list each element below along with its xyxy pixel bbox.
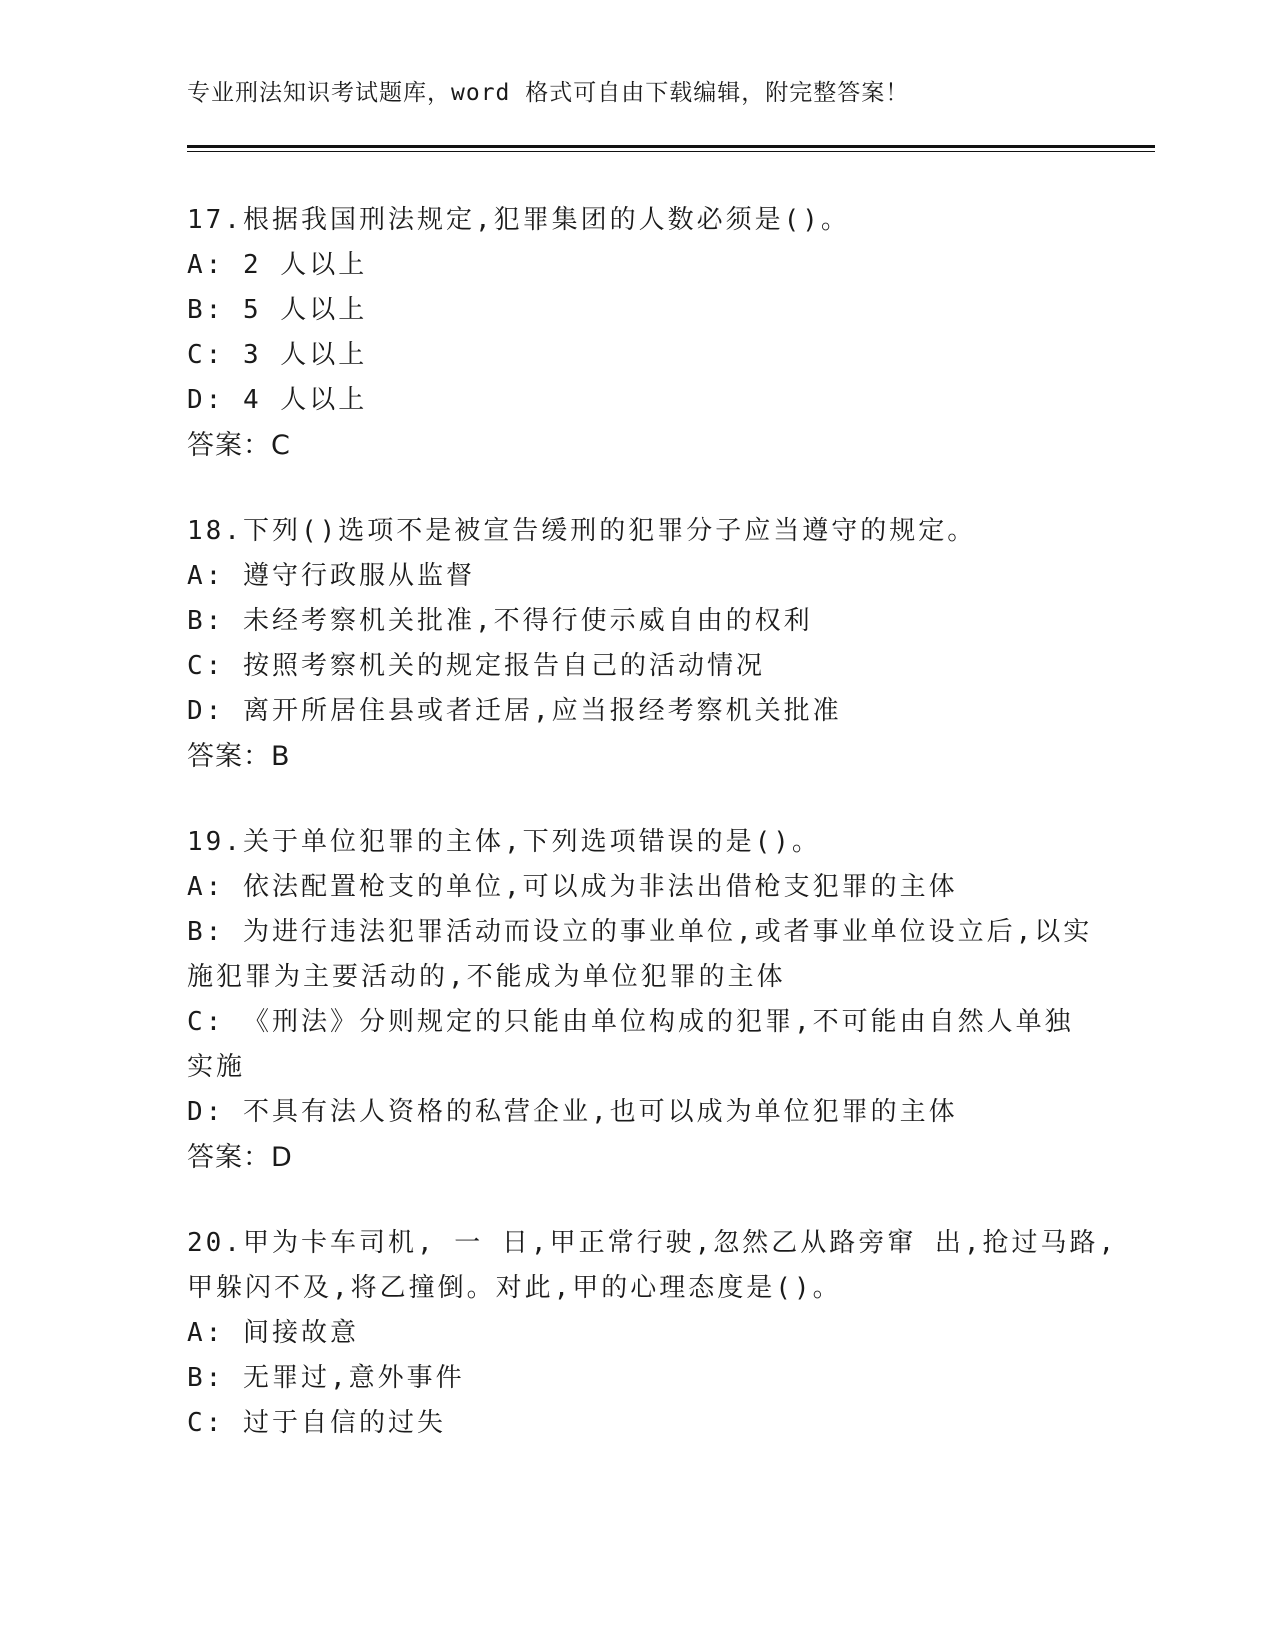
header-divider-thick bbox=[187, 145, 1155, 148]
question-stem: 20.甲为卡车司机, 一 日,甲正常行驶,忽然乙从路旁窜 出,抢过马路, bbox=[187, 1228, 1118, 1258]
question-stem: 17.根据我国刑法规定,犯罪集团的人数必须是()。 bbox=[187, 205, 850, 235]
option-a: A: 遵守行政服从监督 bbox=[187, 561, 475, 591]
option-d: D: 4 人以上 bbox=[187, 385, 368, 415]
answer-key: 答案：D bbox=[187, 1142, 293, 1173]
answer-key: 答案：C bbox=[187, 430, 291, 461]
option-b-continued: 施犯罪为主要活动的,不能成为单位犯罪的主体 bbox=[187, 962, 786, 992]
question-20 bbox=[187, 1221, 1118, 1446]
document-header: 专业刑法知识考试题库，word 格式可自由下载编辑，附完整答案！ bbox=[187, 80, 910, 106]
option-b: B: 为进行违法犯罪活动而设立的事业单位,或者事业单位设立后,以实 bbox=[187, 917, 1093, 947]
header-divider-thin bbox=[187, 151, 1155, 152]
question-17 bbox=[187, 198, 1087, 468]
question-stem: 18.下列()选项不是被宣告缓刑的犯罪分子应当遵守的规定。 bbox=[187, 516, 977, 546]
option-a: A: 2 人以上 bbox=[187, 250, 368, 280]
option-b: B: 无罪过,意外事件 bbox=[187, 1363, 465, 1393]
question-18 bbox=[187, 509, 1087, 779]
option-a: A: 依法配置枪支的单位,可以成为非法出借枪支犯罪的主体 bbox=[187, 872, 958, 902]
option-c: C: 按照考察机关的规定报告自己的活动情况 bbox=[187, 651, 765, 681]
option-b: B: 未经考察机关批准,不得行使示威自由的权利 bbox=[187, 606, 813, 636]
option-b: B: 5 人以上 bbox=[187, 295, 368, 325]
question-stem-continued: 甲躲闪不及,将乙撞倒。对此,甲的心理态度是()。 bbox=[187, 1273, 842, 1303]
question-stem: 19.关于单位犯罪的主体,下列选项错误的是()。 bbox=[187, 827, 821, 857]
question-19 bbox=[187, 820, 1093, 1180]
option-c: C: 《刑法》分则规定的只能由单位构成的犯罪,不可能由自然人单独 bbox=[187, 1007, 1074, 1037]
option-c-continued: 实施 bbox=[187, 1052, 246, 1082]
option-c: C: 3 人以上 bbox=[187, 340, 368, 370]
option-d: D: 离开所居住县或者迁居,应当报经考察机关批准 bbox=[187, 696, 842, 726]
answer-key: 答案：B bbox=[187, 741, 291, 772]
option-a: A: 间接故意 bbox=[187, 1318, 359, 1348]
option-d: D: 不具有法人资格的私营企业,也可以成为单位犯罪的主体 bbox=[187, 1097, 958, 1127]
question-list bbox=[187, 198, 1118, 1487]
option-c: C: 过于自信的过失 bbox=[187, 1408, 446, 1438]
